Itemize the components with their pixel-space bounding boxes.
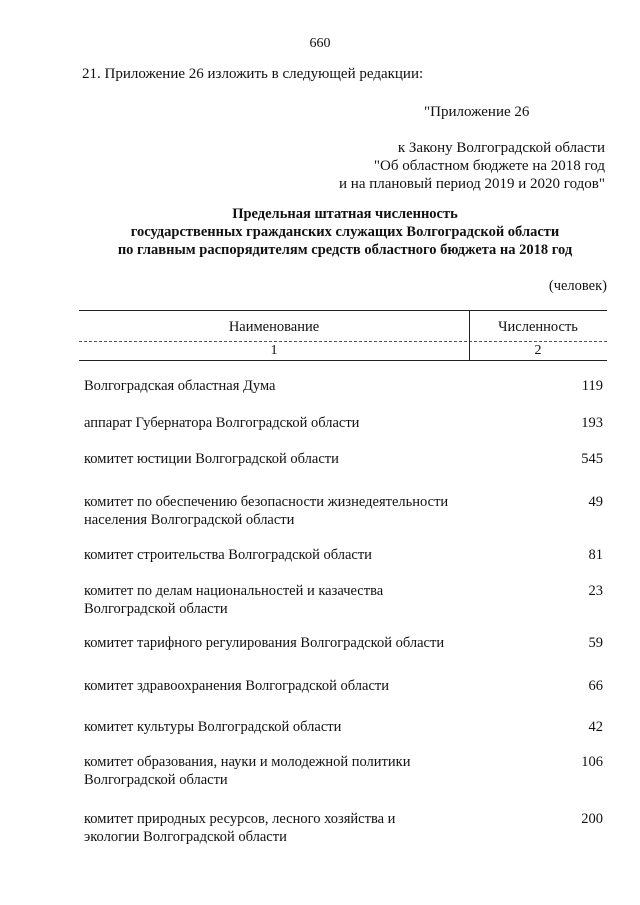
- row-count: 81: [588, 547, 603, 563]
- row-name: Волгоградская областная Дума: [84, 378, 276, 394]
- unit-label: (человек): [548, 278, 607, 294]
- column-number-name: 1: [270, 343, 278, 358]
- amendment-instruction: 21. Приложение 26 изложить в следующей редакции:: [82, 66, 424, 82]
- column-header-count: Численность: [498, 319, 578, 335]
- row-count: 106: [581, 754, 603, 770]
- row-name: комитет здравоохранения Волгоградской области: [84, 678, 389, 694]
- appendix-basis-line: к Закону Волгоградской области: [397, 140, 605, 156]
- row-count: 200: [581, 811, 603, 827]
- row-count: 59: [588, 635, 603, 651]
- row-count: 66: [588, 678, 603, 694]
- table-top-border: [79, 310, 607, 311]
- row-name: комитет культуры Волгоградской области: [84, 719, 342, 735]
- appendix-basis-line: "Об областном бюджете на 2018 год: [373, 158, 605, 174]
- document-heading-line: Предельная штатная численность: [232, 206, 458, 222]
- column-number-count: 2: [534, 343, 542, 358]
- row-name: комитет по делам национальностей и казачества Волгоградской области: [84, 583, 384, 617]
- row-name: комитет природных ресурсов, лесного хозяйства и экологии Волгоградской области: [84, 811, 396, 845]
- row-name: аппарат Губернатора Волгоградской области: [84, 415, 360, 431]
- appendix-basis-line: и на плановый период 2019 и 2020 годов": [339, 176, 605, 192]
- table-number-row-divider: [79, 360, 607, 361]
- row-count: 193: [581, 415, 603, 431]
- row-count: 545: [581, 451, 603, 467]
- row-name: комитет строительства Волгоградской области: [84, 547, 372, 563]
- row-count: 23: [588, 583, 603, 599]
- appendix-title: "Приложение 26: [424, 104, 530, 120]
- row-count: 42: [588, 719, 603, 735]
- row-name: комитет по обеспечению безопасности жизнедеятельности населения Волгоградской области: [84, 494, 449, 528]
- row-count: 119: [581, 378, 603, 394]
- column-header-name: Наименование: [228, 319, 320, 335]
- table-header-divider: [79, 341, 607, 342]
- page-number: 660: [309, 36, 331, 51]
- row-name: комитет тарифного регулирования Волгоградской области: [84, 635, 445, 651]
- row-name: комитет юстиции Волгоградской области: [84, 451, 339, 467]
- document-heading-line: по главным распорядителям средств областного бюджета на 2018 год: [117, 242, 573, 258]
- document-heading-line: государственных гражданских служащих Волгоградской области: [130, 224, 560, 240]
- row-count: 49: [588, 494, 603, 510]
- row-name: комитет образования, науки и молодежной политики Волгоградской области: [84, 754, 411, 788]
